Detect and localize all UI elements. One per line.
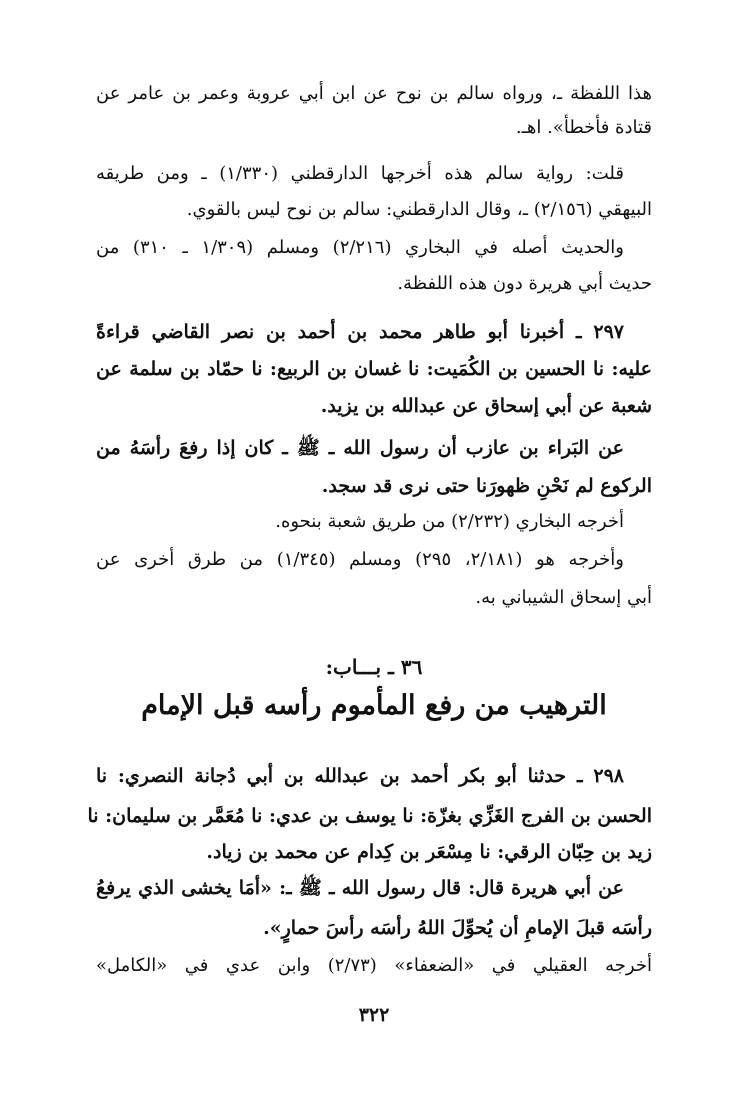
page-number: ٣٢٢ xyxy=(358,1004,390,1026)
takhrij-line: أبي إسحاق الشيباني به. xyxy=(475,587,652,608)
hadith-matn-line: عن أبي هريرة قال: قال رسول الله ـ ﷺ ـ: «أمَا يخشى الذي يرفعُ xyxy=(96,877,624,899)
text-line: البيهقي (٢/١٥٦) ـ، وقال الدارقطني: سالم بن نوح ليس بالقوي. xyxy=(186,199,652,220)
text-line: هذا اللفظة ـ، ورواه سالم بن نوح عن ابن أبي عروبة وعمر بن عامر عن xyxy=(96,83,652,104)
hadith-matn-line: رأسَه قبلَ الإمامِ أن يُحوِّلَ اللهُ رأسَه رأسَ حمارٍ». xyxy=(263,917,652,939)
takhrij-line: أخرجه العقيلي في «الضعفاء» (٢/٧٣) وابن عدي في «الكامل» xyxy=(96,955,652,976)
hadith-number-297-line: ٢٩٧ ـ أخبرنا أبو طاهر محمد بن أحمد بن نصر القاضي قراءةً xyxy=(96,321,624,343)
text-line: قلت: رواية سالم هذه أخرجها الدارقطني (١/٣٣٠) ـ ومن طريقه xyxy=(96,163,624,184)
hadith-matn-line: عن البَراء بن عازب أن رسول الله ـ ﷺ ـ كان إذا رفعَ رأسَهُ من xyxy=(96,437,624,459)
text-line: حديث أبي هريرة دون هذه اللفظة. xyxy=(397,273,652,294)
book-page xyxy=(87,78,652,1038)
takhrij-line: أخرجه البخاري (٢/٢٣٢) من طريق شعبة بنحوه. xyxy=(275,511,624,532)
text-line: زيد بن حِبّان الرقي: نا مِسْعَر بن كِدام عن محمد بن زياد. xyxy=(206,841,652,863)
hadith-number-298-line: ٢٩٨ ـ حدثنا أبو بكر أحمد بن عبدالله بن أبي دُجانة النصري: نا xyxy=(96,765,624,787)
chapter-title: الترهيب من رفع المأموم رأسه قبل الإمام xyxy=(141,690,607,721)
text-line: والحديث أصله في البخاري (٢/٢١٦) ومسلم (١/٣٠٩ ـ ٣١٠) من xyxy=(96,237,624,258)
takhrij-line: وأخرجه هو (٢/١٨١، ٢٩٥) ومسلم (١/٣٤٥) من طرق أخرى عن xyxy=(96,549,624,570)
text-line: قتادة فأخطأ». اهـ. xyxy=(515,117,652,138)
text-line: الحسن بن الفرج الغَزِّي بغزّة: نا يوسف بن عدي: نا مُعَمَّر بن سليمان: نا xyxy=(87,805,652,827)
text-line: عليه: نا الحسين بن الكُمَيت: نا غسان بن الربيع: نا حمّاد بن سلمة عن xyxy=(96,358,652,380)
hadith-matn-line: الركوع لم نَحْنِ ظهورَنا حتى نرى قد سجد. xyxy=(321,475,652,497)
chapter-number: ٣٦ ـ بـــاب: xyxy=(325,655,423,679)
text-line: شعبة عن أبي إسحاق عن عبدالله بن يزيد. xyxy=(320,395,652,417)
